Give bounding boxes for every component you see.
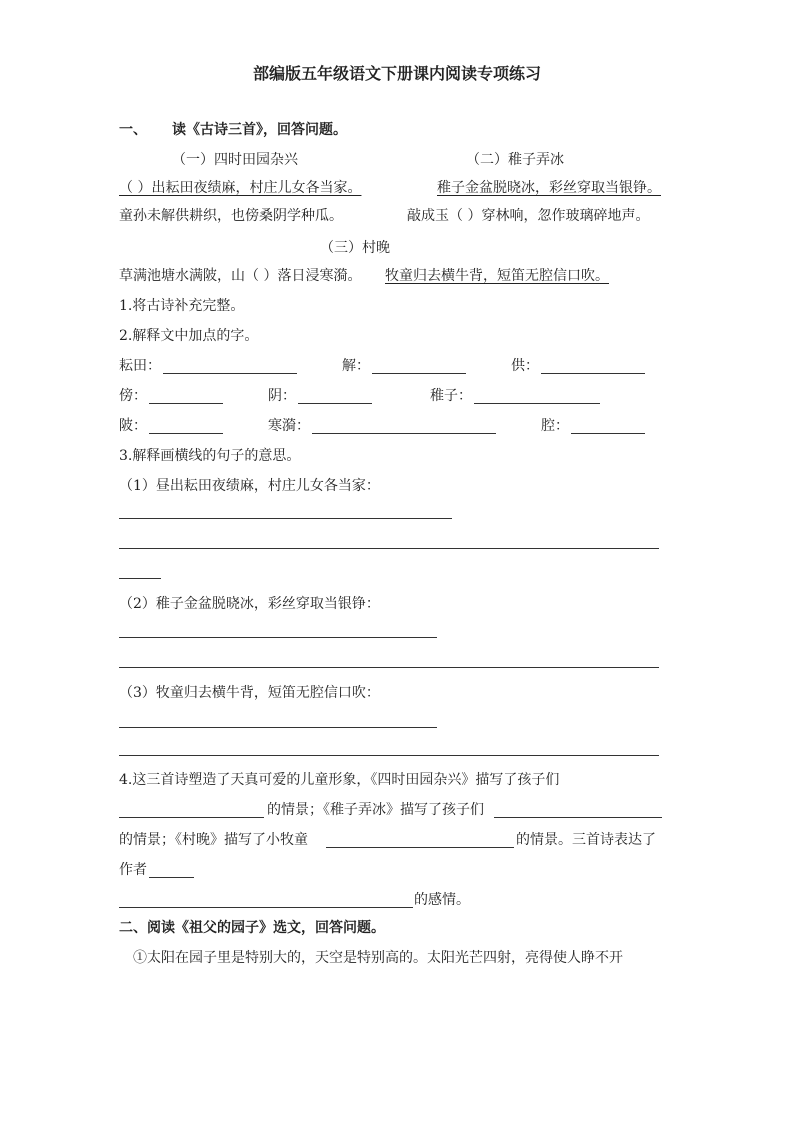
section1-heading: 读《古诗三首》，回答问题。 xyxy=(172,122,347,138)
page-title: 部编版五年级语文下册课内阅读专项练习 xyxy=(252,64,541,83)
answer-line-3-3a[interactable] xyxy=(119,727,437,728)
answer-line-3-3b[interactable] xyxy=(119,755,659,756)
answer-line-3-1b[interactable] xyxy=(119,548,659,549)
question-1: 1.将古诗补充完整。 xyxy=(119,298,245,314)
answer-line-jie[interactable] xyxy=(372,373,466,374)
poem2-line2: 敲成玉（ ）穿林响，忽作玻璃碎地声。 xyxy=(407,208,650,224)
question-3-3: （3）牧童归去横牛背，短笛无腔信口吹： xyxy=(119,685,380,701)
question-4-line1: 4.这三首诗塑造了天真可爱的儿童形象，《四时田园杂兴》描写了孩子们 xyxy=(119,772,560,788)
label-bei: 陂： xyxy=(119,418,147,434)
question-4-seg1: 的情景；《稚子弄冰》描写了孩子们 xyxy=(267,802,484,818)
answer-line-3-2b[interactable] xyxy=(119,667,659,668)
label-bang: 傍： xyxy=(119,388,147,404)
label-zhizi: 稚子： xyxy=(430,388,472,404)
question-2: 2.解释文中加点的字。 xyxy=(119,328,259,344)
answer-line-3-1a[interactable] xyxy=(119,518,452,519)
answer-line-bei[interactable] xyxy=(149,433,223,434)
answer-line-3-1c[interactable] xyxy=(119,578,161,579)
label-hanyi: 寒漪： xyxy=(268,418,310,434)
question-4-seg2b: 的情景。三首诗表达了 xyxy=(516,832,656,848)
answer-line-bang[interactable] xyxy=(149,403,223,404)
label-qiang: 腔： xyxy=(541,418,569,434)
question-4-seg3: 作者 xyxy=(119,862,147,878)
answer-line-4e[interactable] xyxy=(119,907,413,908)
label-jie: 解： xyxy=(342,358,370,374)
question-4-seg4: 的感情。 xyxy=(414,892,470,908)
poem2-title: （二）稚子弄冰 xyxy=(466,152,564,168)
section2-heading: 二、阅读《祖父的园子》选文，回答问题。 xyxy=(119,920,385,936)
poem2-line1: 稚子金盆脱晓冰，彩丝穿取当银铮。 xyxy=(437,180,661,196)
poem3-line-a: 草满池塘水满陂，山（ ）落日浸寒漪。 xyxy=(119,268,362,284)
answer-line-3-2a[interactable] xyxy=(119,637,437,638)
question-4-seg2a: 的情景；《村晚》描写了小牧童 xyxy=(119,832,308,848)
answer-line-qiang[interactable] xyxy=(571,433,645,434)
section1-number: 一、 xyxy=(119,122,147,138)
question-3-1: （1）昼出耘田夜绩麻，村庄儿女各当家： xyxy=(119,478,380,494)
label-yin: 阴： xyxy=(268,388,296,404)
poem3-line-b: 牧童归去横牛背，短笛无腔信口吹。 xyxy=(385,268,609,284)
answer-line-4c[interactable] xyxy=(326,847,514,848)
answer-line-4a[interactable] xyxy=(119,817,264,818)
answer-line-gong[interactable] xyxy=(541,373,645,374)
label-gong: 供： xyxy=(511,358,539,374)
answer-line-4d[interactable] xyxy=(149,877,194,878)
poem1-title: （一）四时田园杂兴 xyxy=(172,152,298,168)
answer-line-yuntian[interactable] xyxy=(163,373,297,374)
poem3-title: （三）村晚 xyxy=(320,240,390,256)
poem1-line2: 童孙未解供耕织，也傍桑阴学种瓜。 xyxy=(119,208,343,224)
section2-paragraph-1: ①太阳在园子里是特别大的，天空是特别高的。太阳光芒四射，亮得使人睁不开 xyxy=(133,950,623,966)
poem1-line1: （ ）出耘田夜绩麻，村庄儿女各当家。 xyxy=(119,180,362,196)
answer-line-zhizi[interactable] xyxy=(474,403,600,404)
question-3-2: （2）稚子金盆脱晓冰，彩丝穿取当银铮： xyxy=(119,596,380,612)
answer-line-4b[interactable] xyxy=(494,817,662,818)
question-3: 3.解释画横线的句子的意思。 xyxy=(119,448,301,464)
answer-line-hanyi[interactable] xyxy=(312,433,496,434)
answer-line-yin[interactable] xyxy=(298,403,372,404)
label-yuntian: 耘田： xyxy=(119,358,161,374)
